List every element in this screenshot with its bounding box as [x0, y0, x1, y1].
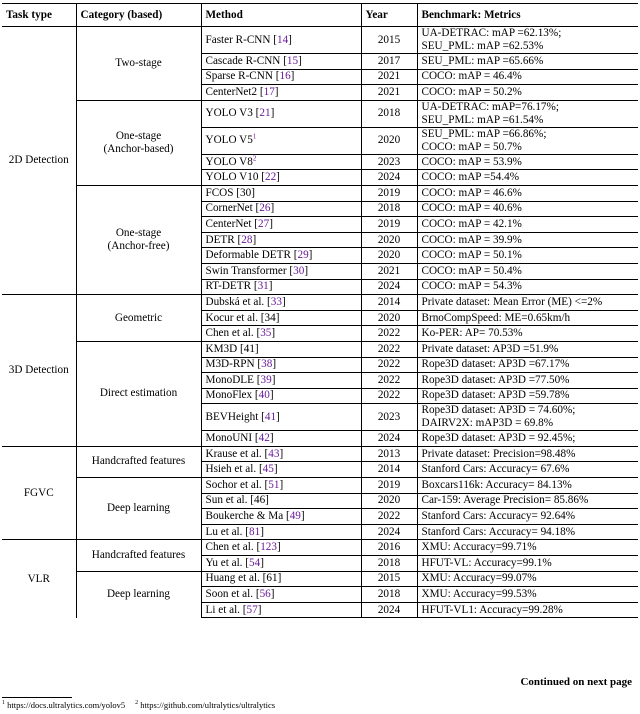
benchmark-cell: [417, 446, 638, 462]
category-cell: [76, 540, 201, 571]
citation-link[interactable]: 38: [261, 358, 273, 371]
year-cell: 2019: [361, 217, 417, 233]
method-cell: Li et al. [57]: [201, 602, 361, 618]
year-cell: 2019: [361, 478, 417, 494]
method-name: YOLO V3: [205, 107, 253, 120]
benchmark-metric: Car-159: Average Precision= 85.86%: [421, 494, 589, 507]
benchmark-cell: [417, 127, 638, 154]
benchmark-cell: [417, 404, 638, 431]
method-cell: Sochor et al. [51]: [201, 478, 361, 494]
category-label: One-stage: [115, 129, 162, 142]
table-body: [2, 27, 638, 618]
year-cell: 2020: [361, 127, 417, 154]
method-cell: [201, 310, 361, 326]
footnote-marker[interactable]: 1: [252, 132, 257, 141]
method-cell: CornerNet [26]: [201, 201, 361, 217]
method-name: RT-DETR: [205, 280, 252, 293]
year-cell: 2018: [361, 556, 417, 572]
method-name: Li et al.: [205, 603, 240, 616]
citation-link[interactable]: 57: [246, 603, 258, 616]
year-cell: 2018: [361, 587, 417, 603]
citation-link[interactable]: 39: [260, 373, 272, 386]
citation-link[interactable]: 33: [270, 295, 282, 308]
benchmark-cell: [417, 493, 638, 509]
benchmark-metric: BrnoCompSpeed: ME=0.65km/h: [421, 311, 571, 324]
header-benchmark: Benchmark: Metrics: [417, 4, 638, 27]
benchmark-metric: COCO: mAP = 54.3%: [421, 280, 522, 293]
category-label: Handcrafted features: [91, 455, 186, 468]
benchmark-metric: Rope3D dataset: AP3D = 92.45%;: [421, 432, 576, 445]
header-task-type: Task type: [2, 4, 76, 27]
method-name: KM3D [41]: [205, 342, 259, 355]
method-name: Soon et al.: [205, 588, 254, 601]
footnote: [2, 700, 125, 710]
method-name: Lu et al.: [205, 525, 243, 538]
header-method: Method: [201, 4, 361, 27]
benchmark-metric: COCO: mAP = 50.7%: [421, 140, 522, 153]
citation-link[interactable]: 30: [293, 264, 305, 277]
category-label: Handcrafted features: [91, 549, 186, 562]
method-cell: YOLO V10 [22]: [201, 170, 361, 186]
method-cell: Lu et al. [81]: [201, 524, 361, 540]
method-cell: DETR [28]: [201, 232, 361, 248]
footnote-number: 1: [2, 700, 5, 707]
year-cell: 2015: [361, 27, 417, 54]
benchmark-cell: [417, 462, 638, 478]
category-cell: [76, 100, 201, 185]
benchmark-cell: [417, 310, 638, 326]
benchmark-cell: [417, 279, 638, 295]
citation-link[interactable]: 27: [258, 217, 270, 230]
method-name: Swin Transformer: [205, 264, 287, 277]
method-cell: Chen et al. [35]: [201, 326, 361, 342]
table-row: [2, 295, 638, 311]
table-row: [2, 446, 638, 462]
benchmark-cell: [417, 85, 638, 101]
task-type-cell: 3D Detection: [2, 295, 76, 447]
year-cell: 2019: [361, 185, 417, 201]
method-name: YOLO V10: [205, 171, 259, 184]
benchmark-cell: [417, 248, 638, 264]
citation-link[interactable]: 45: [262, 463, 274, 476]
benchmark-cell: [417, 509, 638, 525]
citation-link[interactable]: 51: [268, 478, 280, 491]
citation-link[interactable]: 16: [279, 70, 291, 83]
footnote: [135, 700, 275, 710]
benchmark-cell: [417, 185, 638, 201]
year-cell: 2022: [361, 373, 417, 389]
citation-link[interactable]: 54: [249, 556, 261, 569]
citation-link[interactable]: 49: [289, 510, 301, 523]
citation-link[interactable]: 26: [259, 202, 271, 215]
benchmark-metric: Rope3D dataset: AP3D =77.50%: [421, 373, 570, 386]
category-cell: [76, 341, 201, 446]
benchmark-cell: [417, 373, 638, 389]
category-label: (Anchor-based): [103, 142, 174, 155]
table-row: [2, 540, 638, 556]
year-cell: 2013: [361, 446, 417, 462]
method-name: M3D-RPN: [205, 358, 255, 371]
method-name: Hsieh et al.: [205, 463, 257, 476]
category-label: Deep learning: [106, 588, 171, 601]
citation-link[interactable]: 43: [268, 447, 280, 460]
footnotes: [2, 700, 285, 710]
benchmark-cell: [417, 27, 638, 54]
method-cell: M3D-RPN [38]: [201, 357, 361, 373]
benchmark-metric: Private dataset: AP3D =51.9%: [421, 342, 559, 355]
table-header-row: [2, 4, 638, 27]
method-cell: Boukerche & Ma [49]: [201, 509, 361, 525]
benchmark-metric: COCO: mAP = 46.6%: [421, 186, 522, 199]
benchmark-metric: XMU: Accuracy=99.71%: [421, 541, 537, 554]
year-cell: 2020: [361, 493, 417, 509]
method-cell: Cascade R-CNN [15]: [201, 54, 361, 70]
year-cell: 2022: [361, 388, 417, 404]
table-row: [2, 100, 638, 127]
benchmark-cell: [417, 602, 638, 618]
table-row: [2, 27, 638, 54]
citation-link[interactable]: 29: [297, 249, 309, 262]
task-type-cell: FGVC: [2, 446, 76, 540]
category-cell: [76, 446, 201, 477]
method-name: Chen et al.: [205, 327, 254, 340]
method-cell: Sparse R-CNN [16]: [201, 69, 361, 85]
benchmark-cell: [417, 431, 638, 447]
method-name: Yu et al.: [205, 556, 243, 569]
method-cell: YOLO V3 [21]: [201, 100, 361, 127]
header-year: Year: [361, 4, 417, 27]
citation-link[interactable]: 42: [258, 432, 270, 445]
year-cell: 2024: [361, 431, 417, 447]
category-cell: [76, 295, 201, 342]
method-cell: MonoFlex [40]: [201, 388, 361, 404]
year-cell: 2022: [361, 341, 417, 357]
method-cell: Chen et al. [123]: [201, 540, 361, 556]
year-cell: 2014: [361, 295, 417, 311]
method-cell: MonoDLE [39]: [201, 373, 361, 389]
method-cell: [201, 341, 361, 357]
method-name: Cascade R-CNN: [205, 54, 281, 67]
benchmark-cell: [417, 100, 638, 127]
category-label: Deep learning: [106, 502, 171, 515]
citation-link[interactable]: 56: [259, 588, 271, 601]
benchmark-cell: [417, 232, 638, 248]
citation-link[interactable]: 81: [249, 525, 261, 538]
year-cell: 2015: [361, 571, 417, 587]
method-name: FCOS [30]: [205, 186, 255, 199]
method-name: CenterNet: [205, 217, 252, 230]
year-cell: 2021: [361, 69, 417, 85]
benchmark-metric: SEU_PML: mAP =65.66%: [421, 54, 544, 67]
benchmark-metric: SEU_PML: mAP =62.53%: [421, 40, 544, 52]
benchmark-metric: UA-DETRAC: mAP=76.17%;: [421, 100, 559, 113]
citation-link[interactable]: 15: [286, 54, 299, 67]
year-cell: 2020: [361, 310, 417, 326]
method-name: YOLO V5: [205, 134, 253, 147]
method-name: MonoUNI: [205, 432, 253, 445]
benchmark-metric: COCO: mAP = 50.1%: [421, 249, 522, 262]
benchmark-cell: [417, 295, 638, 311]
year-cell: 2017: [361, 54, 417, 70]
citation-link[interactable]: 14: [276, 33, 289, 46]
benchmark-metric: Private dataset: Mean Error (ME) <=2%: [421, 295, 603, 308]
citation-link[interactable]: 40: [258, 389, 270, 402]
benchmark-cell: [417, 341, 638, 357]
benchmark-metric: Private dataset: Precision=98.48%: [421, 447, 576, 460]
table-row: [2, 341, 638, 357]
benchmark-cell: [417, 170, 638, 186]
citation-link[interactable]: 123: [260, 541, 277, 554]
method-name: Boukerche & Ma: [205, 510, 284, 523]
method-cell: CenterNet [27]: [201, 217, 361, 233]
method-name: Dubská et al.: [205, 295, 265, 308]
benchmark-metric: Boxcars116k: Accuracy= 84.13%: [421, 478, 572, 491]
benchmark-metric: UA-DETRAC: mAP =62.13%;: [421, 27, 562, 39]
method-name: CenterNet2: [205, 85, 258, 98]
benchmark-metric: HFUT-VL1: Accuracy=99.28%: [421, 603, 563, 616]
table-row: [2, 478, 638, 494]
citation-link[interactable]: 31: [257, 280, 269, 293]
method-name: Faster R-CNN: [205, 33, 271, 46]
footnote-url[interactable]: https://docs.ultralytics.com/yolov5: [7, 700, 126, 710]
year-cell: 2020: [361, 232, 417, 248]
category-label: Geometric: [114, 311, 163, 324]
method-name: Chen et al.: [205, 541, 254, 554]
method-name: Sparse R-CNN: [205, 70, 273, 83]
method-cell: Faster R-CNN [14]: [201, 27, 361, 54]
table-row: [2, 571, 638, 587]
year-cell: 2024: [361, 524, 417, 540]
year-cell: 2021: [361, 263, 417, 279]
method-name: DETR: [205, 233, 235, 246]
benchmark-metric: Rope3D dataset: AP3D =67.17%: [421, 358, 570, 371]
category-cell: [76, 478, 201, 540]
benchmark-cell: [417, 540, 638, 556]
benchmark-metric: SEU_PML: mAP =61.54%: [421, 113, 544, 126]
year-cell: 2014: [361, 462, 417, 478]
category-cell: [76, 27, 201, 101]
citation-link[interactable]: 22: [264, 171, 277, 184]
method-cell: Yu et al. [54]: [201, 556, 361, 572]
benchmark-metric: COCO: mAP = 39.9%: [421, 233, 522, 246]
category-cell: [76, 571, 201, 618]
benchmark-metric: COCO: mAP = 40.6%: [421, 202, 522, 215]
benchmark-metric: COCO: mAP = 50.4%: [421, 264, 522, 277]
citation-link[interactable]: 17: [263, 85, 275, 98]
benchmark-metric: Stanford Cars: Accuracy= 92.64%: [421, 510, 576, 523]
continued-note: Continued on next page: [520, 676, 632, 688]
method-cell: Swin Transformer [30]: [201, 263, 361, 279]
method-cell: [201, 571, 361, 587]
category-label: (Anchor-free): [107, 240, 170, 253]
benchmark-cell: [417, 201, 638, 217]
citation-link[interactable]: 41: [264, 410, 277, 423]
method-name: Krause et al.: [205, 447, 262, 460]
year-cell: 2024: [361, 602, 417, 618]
citation-link[interactable]: 21: [259, 107, 271, 120]
method-name: YOLO V8: [205, 155, 253, 168]
method-name: Sochor et al.: [205, 478, 262, 491]
benchmark-metric: Stanford Cars: Accuracy= 67.6%: [421, 463, 570, 476]
benchmark-metric: Ko-PER: AP= 70.53%: [421, 327, 523, 340]
method-cell: MonoUNI [42]: [201, 431, 361, 447]
year-cell: 2024: [361, 170, 417, 186]
benchmark-metric: SEU_PML: mAP =66.86%;: [421, 127, 547, 140]
method-name: Sun et al. [46]: [205, 494, 269, 507]
year-cell: 2022: [361, 326, 417, 342]
header-category: Category (based): [76, 4, 201, 27]
method-cell: CenterNet2 [17]: [201, 85, 361, 101]
benchmark-cell: [417, 478, 638, 494]
year-cell: 2023: [361, 404, 417, 431]
benchmark-metric: COCO: mAP = 50.2%: [421, 85, 522, 98]
method-cell: [201, 493, 361, 509]
task-type-cell: 2D Detection: [8, 154, 69, 167]
benchmark-metric: Rope3D dataset: AP3D = 74.60%;: [421, 404, 576, 417]
benchmark-metric: XMU: Accuracy=99.53%: [421, 588, 537, 601]
method-name: Kocur et al. [34]: [205, 311, 280, 324]
benchmark-cell: [417, 587, 638, 603]
method-cell: [201, 185, 361, 201]
footnote-rule: [2, 697, 72, 698]
benchmark-metric: DAIRV2X: mAP3D = 69.8%: [421, 417, 554, 430]
year-cell: 2022: [361, 509, 417, 525]
benchmark-cell: [417, 556, 638, 572]
benchmark-metric: Rope3D dataset: AP3D =59.78%: [421, 389, 570, 402]
benchmark-metric: COCO: mAP = 53.9%: [421, 155, 522, 168]
table-row: [2, 185, 638, 201]
method-cell: Deformable DETR [29]: [201, 248, 361, 264]
footnote-number: 2: [135, 700, 139, 707]
benchmark-metric: COCO: mAP = 42.1%: [421, 217, 522, 230]
benchmark-metric: HFUT-VL: Accuracy=99.1%: [421, 556, 552, 569]
task-type-cell: VLR: [2, 540, 76, 618]
year-cell: 2018: [361, 100, 417, 127]
category-label: Direct estimation: [99, 387, 178, 400]
year-cell: 2021: [361, 85, 417, 101]
method-cell: BEVHeight [41]: [201, 404, 361, 431]
method-name: CornerNet: [205, 202, 253, 215]
citation-link[interactable]: 28: [241, 233, 253, 246]
benchmark-metric: COCO: mAP = 46.4%: [421, 70, 522, 83]
year-cell: 2018: [361, 201, 417, 217]
category-label: Two-stage: [115, 56, 162, 69]
method-cell: Soon et al. [56]: [201, 587, 361, 603]
benchmark-cell: [417, 263, 638, 279]
method-name: Huang et al. [61]: [205, 572, 282, 585]
method-cell: [201, 154, 361, 170]
benchmark-cell: [417, 571, 638, 587]
method-cell: [201, 127, 361, 154]
benchmark-cell: [417, 217, 638, 233]
year-cell: 2016: [361, 540, 417, 556]
benchmark-cell: [417, 357, 638, 373]
category-cell: [76, 185, 201, 294]
benchmark-cell: [417, 326, 638, 342]
footnote-url[interactable]: https://github.com/ultralytics/ultralytics: [140, 700, 276, 710]
benchmark-cell: [417, 524, 638, 540]
benchmark-cell: [417, 54, 638, 70]
year-cell: 2023: [361, 154, 417, 170]
year-cell: 2020: [361, 248, 417, 264]
citation-link[interactable]: 35: [260, 327, 272, 340]
method-name: MonoDLE: [205, 373, 254, 386]
method-cell: Hsieh et al. [45]: [201, 462, 361, 478]
method-name: BEVHeight: [205, 410, 259, 423]
method-cell: RT-DETR [31]: [201, 279, 361, 295]
comparison-table: [2, 3, 638, 618]
benchmark-cell: [417, 388, 638, 404]
benchmark-metric: XMU: Accuracy=99.07%: [421, 572, 537, 585]
method-name: Deformable DETR: [205, 249, 291, 262]
method-name: MonoFlex: [205, 389, 253, 402]
footnote-marker[interactable]: 2: [252, 154, 257, 162]
category-label: One-stage: [115, 227, 162, 240]
benchmark-cell: [417, 154, 638, 170]
year-cell: 2022: [361, 357, 417, 373]
method-cell: Dubská et al. [33]: [201, 295, 361, 311]
method-cell: Krause et al. [43]: [201, 446, 361, 462]
benchmark-cell: [417, 69, 638, 85]
benchmark-metric: Stanford Cars: Accuracy= 94.18%: [421, 525, 576, 538]
year-cell: 2024: [361, 279, 417, 295]
benchmark-metric: COCO: mAP =54.4%: [421, 171, 520, 184]
